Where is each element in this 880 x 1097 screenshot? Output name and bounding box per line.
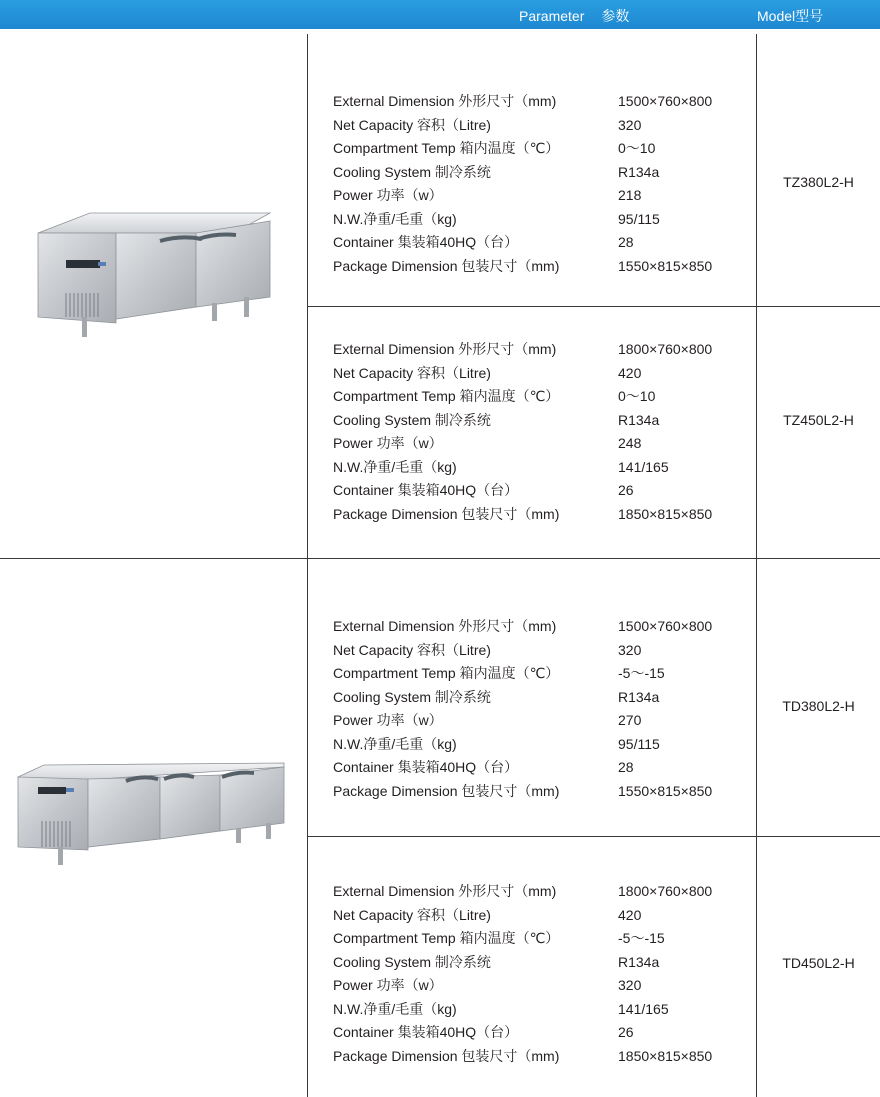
spec-value: 1550×815×850 [618,782,713,799]
spec-value: 95/115 [618,210,660,227]
spec-label: Package Dimension 包装尺寸（mm) [333,782,560,799]
spec-value: R134a [618,411,660,428]
spec-label: Cooling System 制冷系统 [333,953,491,970]
spec-label: Compartment Temp 箱内温度（℃） [333,930,560,946]
spec-value: 26 [618,1024,634,1040]
spec-value: 1550×815×850 [618,257,713,274]
spec-label: Net Capacity 容积（Litre) [333,116,491,133]
parameter-heading [519,6,646,26]
spec-label: External Dimension 外形尺寸（mm) [333,93,557,109]
spec-label: N.W.净重/毛重（kg) [333,458,457,475]
spec-value: 28 [618,234,634,250]
spec-value: 320 [618,116,642,133]
model-number: TZ450L2-H [783,412,854,428]
spec-label: Cooling System 制冷系统 [333,163,491,180]
spec-label: N.W.净重/毛重（kg) [333,1000,457,1017]
spec-label: Container 集装箱40HQ（台） [333,234,519,250]
spec-value: 1500×760×800 [618,618,713,634]
spec-label: Compartment Temp 箱内温度（℃） [333,140,560,156]
spec-label: Container 集装箱40HQ（台） [333,1024,519,1040]
spec-value: 141/165 [618,458,669,475]
spec-label: Compartment Temp 箱内温度（℃） [333,388,560,404]
row-divider-3 [307,836,880,837]
spec-value: -5～-15 [618,665,665,681]
spec-label: Power 功率（w） [333,187,443,203]
spec-value: 1800×760×800 [618,341,713,357]
spec-value: -5～-15 [618,930,665,946]
spec-label: Container 集装箱40HQ（台） [333,482,519,498]
spec-label: Net Capacity 容积（Litre) [333,906,491,923]
spec-label: Power 功率（w） [333,977,443,993]
spec-value: 320 [618,977,642,993]
spec-value: R134a [618,953,660,970]
table-divider-left [307,34,308,1097]
spec-label: Net Capacity 容积（Litre) [333,641,491,658]
model-number: TD380L2-H [782,698,855,714]
header-bar [0,0,880,29]
spec-value: 95/115 [618,735,660,752]
spec-label: Package Dimension 包装尺寸（mm) [333,257,560,274]
two-door-counter-fridge-image [36,205,276,340]
three-door-counter-freezer-image [14,755,289,870]
model-number: TD450L2-H [782,955,855,971]
spec-value: 26 [618,482,634,498]
spec-label: N.W.净重/毛重（kg) [333,735,457,752]
spec-value: 0～10 [618,388,656,404]
spec-value: 1500×760×800 [618,93,713,109]
spec-value: 1850×815×850 [618,505,713,522]
spec-value: 1800×760×800 [618,883,713,899]
model-heading: Model型号 [757,8,824,24]
spec-label: Power 功率（w） [333,435,443,451]
parameter-heading-cn: 参数 [601,8,630,24]
spec-label: External Dimension 外形尺寸（mm) [333,341,557,357]
spec-label: Power 功率（w） [333,712,443,728]
model-number: TZ380L2-H [783,174,854,190]
spec-value: 218 [618,187,642,203]
spec-value: R134a [618,688,660,705]
spec-value: 320 [618,641,642,658]
spec-label: Package Dimension 包装尺寸（mm) [333,1047,560,1064]
spec-label: Cooling System 制冷系统 [333,411,491,428]
spec-label: External Dimension 外形尺寸（mm) [333,618,557,634]
spec-value: 1850×815×850 [618,1047,713,1064]
spec-value: 420 [618,364,642,381]
spec-value: 28 [618,759,634,775]
table-divider-right [756,34,757,1097]
spec-value: 0～10 [618,140,656,156]
spec-label: Cooling System 制冷系统 [333,688,491,705]
spec-label: Container 集装箱40HQ（台） [333,759,519,775]
parameter-heading-en: Parameter [519,8,585,24]
spec-label: N.W.净重/毛重（kg) [333,210,457,227]
spec-value: 248 [618,435,642,451]
spec-value: 141/165 [618,1000,669,1017]
spec-label: Net Capacity 容积（Litre) [333,364,491,381]
spec-value: R134a [618,163,660,180]
row-divider-1 [307,306,880,307]
spec-value: 420 [618,906,642,923]
spec-label: Package Dimension 包装尺寸（mm) [333,505,560,522]
spec-label: Compartment Temp 箱内温度（℃） [333,665,560,681]
group-divider [0,558,880,559]
spec-label: External Dimension 外形尺寸（mm) [333,883,557,899]
spec-value: 270 [618,712,642,728]
